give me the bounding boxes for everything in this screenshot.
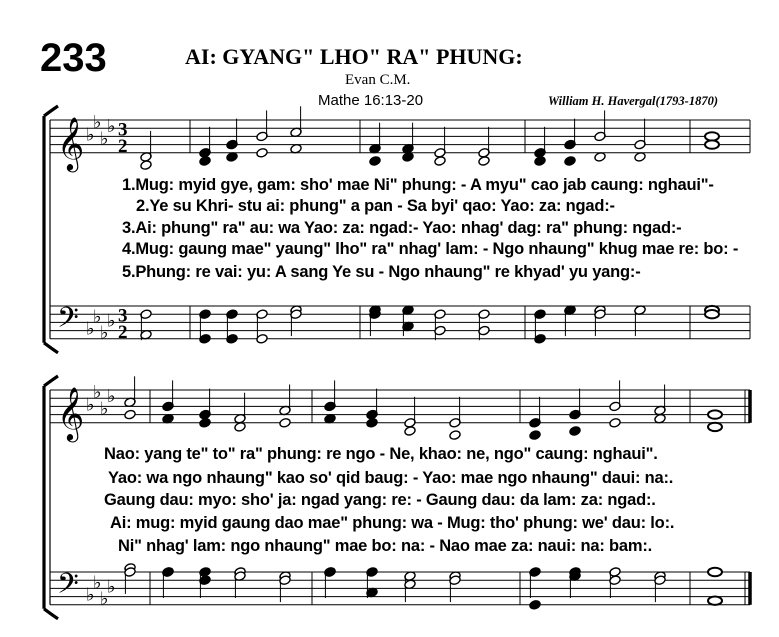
note-head bbox=[256, 147, 268, 158]
flat-icon: ♭ bbox=[107, 386, 116, 408]
note-head bbox=[199, 417, 211, 428]
whole-note bbox=[708, 410, 722, 418]
flat-icon: ♭ bbox=[86, 394, 95, 416]
flat-icon: ♭ bbox=[100, 588, 109, 610]
flat-icon: ♭ bbox=[100, 322, 109, 344]
flat-icon: ♭ bbox=[107, 310, 116, 332]
system-bracket bbox=[44, 376, 58, 619]
bass-clef-icon: 𝄢 bbox=[57, 567, 79, 608]
flat-icon: ♭ bbox=[107, 116, 116, 138]
whole-note bbox=[708, 597, 722, 605]
whole-note bbox=[708, 423, 722, 431]
hymn-number: 233 bbox=[40, 36, 107, 80]
flat-icon: ♭ bbox=[93, 572, 102, 594]
lyric-verse-1-line-1: 1.Mug: myid gye, gam: sho' mae Ni" phung: - A myu" cao jab caung: nghaui"- bbox=[122, 176, 714, 194]
note-head bbox=[478, 156, 490, 167]
flat-icon: ♭ bbox=[93, 382, 102, 404]
note-head bbox=[569, 426, 581, 437]
note-head bbox=[529, 599, 541, 610]
lyric-verse-2-line-1: 2.Ye su Khri- stu ai: phung" a pan - Sa byi' qao: Yao: za: ngad:- bbox=[136, 197, 615, 215]
treble-clef-icon: 𝄞 bbox=[57, 115, 85, 170]
note-head bbox=[564, 156, 576, 167]
time-signature-numerator: 3 bbox=[118, 119, 128, 141]
whole-note bbox=[705, 140, 719, 148]
flat-icon: ♭ bbox=[86, 124, 95, 146]
lyric-verse-3-line-1: 3.Ai: phung" ra" au: wa Yao: za: ngad:- Yao: nhag' dag: ra" phung: ngad:- bbox=[122, 219, 682, 237]
note-head bbox=[124, 409, 136, 420]
note-head bbox=[366, 417, 378, 428]
lyric-verse-2-line-2: Yao: wa ngo nhaung" kao so' qid baug: - Yao: mae ngo nhaung" daui: na:. bbox=[108, 469, 674, 487]
note-head bbox=[449, 430, 461, 441]
note-head bbox=[434, 156, 446, 167]
flat-icon: ♭ bbox=[93, 112, 102, 134]
note-head bbox=[369, 156, 381, 167]
note-head bbox=[404, 426, 416, 437]
hymn-title: AI: GYANG" LHO" RA" PHUNG: bbox=[185, 44, 523, 69]
note-head bbox=[279, 417, 291, 428]
flat-icon: ♭ bbox=[107, 576, 116, 598]
flat-icon: ♭ bbox=[86, 318, 95, 340]
lyric-verse-5-line-2: Ni" nhag' lam: ngo nhaung" mae bo: na: - Nao mae za: naui: na: bam:. bbox=[118, 537, 653, 555]
composer-credit: William H. Havergal(1793-1870) bbox=[548, 94, 719, 108]
treble-clef-icon: 𝄞 bbox=[57, 385, 85, 440]
whole-note bbox=[708, 568, 722, 576]
time-signature-denominator: 2 bbox=[118, 135, 128, 157]
flat-icon: ♭ bbox=[86, 584, 95, 606]
system-bracket bbox=[44, 106, 58, 353]
lyric-verse-4-line-1: 4.Mug: gaung mae" yaung" lho" ra" nhag' lam: - Ngo nhaung" khug mae re: bo: - bbox=[122, 240, 739, 258]
note-head bbox=[534, 156, 546, 167]
lyric-verse-5-line-1: 5.Phung: re vai: yu: A sang Ye su - Ngo nhaung" re khyad' yu yang:- bbox=[122, 263, 641, 281]
lyric-verse-3-line-2: Gaung dau: myo: sho' ja: ngad yang: re: - Gaung dau: da lam: za: ngad:. bbox=[104, 491, 656, 509]
whole-note bbox=[705, 132, 719, 140]
scripture-reference: Mathe 16:13-20 bbox=[318, 92, 424, 109]
lyric-verse-4-line-2: Ai: mug: myid gaung dao mae" phung: wa - Mug: tho' phung: we' dau: lo:. bbox=[110, 514, 675, 532]
lyric-verse-1-line-2: Nao: yang te" to" ra" phung: re ngo - Ne, khao: ne, ngo" caung: nghaui". bbox=[104, 445, 658, 463]
note-head bbox=[609, 417, 621, 428]
flat-icon: ♭ bbox=[100, 128, 109, 150]
bass-clef-icon: 𝄢 bbox=[57, 301, 79, 342]
note-head bbox=[140, 160, 152, 171]
tune-name: Evan C.M. bbox=[345, 72, 411, 88]
note-head bbox=[529, 430, 541, 441]
note-head bbox=[199, 156, 211, 167]
time-signature-numerator: 3 bbox=[118, 305, 128, 327]
flat-icon: ♭ bbox=[100, 398, 109, 420]
flat-icon: ♭ bbox=[93, 306, 102, 328]
whole-note bbox=[705, 310, 719, 318]
time-signature-denominator: 2 bbox=[118, 321, 128, 343]
